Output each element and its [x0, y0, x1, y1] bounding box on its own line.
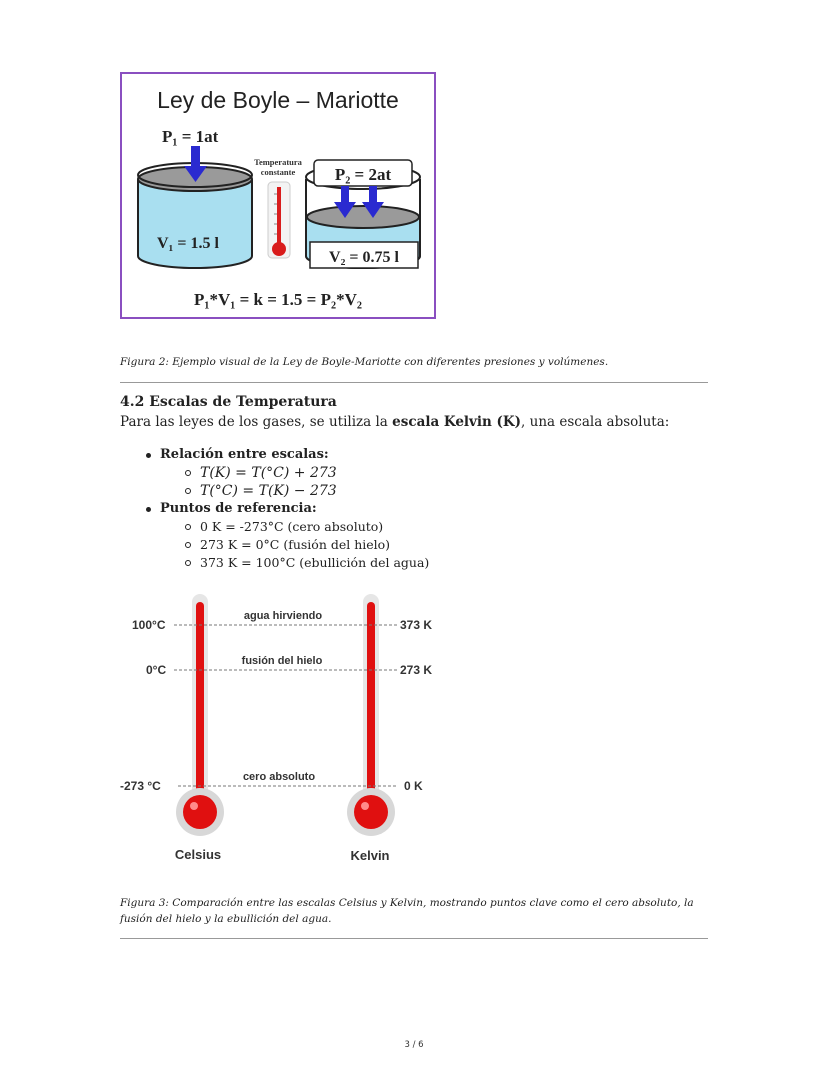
- kelvin-273: 273 K: [400, 663, 433, 677]
- formula-text: T(K) = T(°C) + 273: [200, 465, 337, 481]
- intro-text: Para las leyes de los gases, se utiliza la: [120, 414, 393, 430]
- formula-kelvin: [140, 464, 429, 482]
- celsius-thermometer-icon: [176, 594, 224, 836]
- celsius-title: Celsius: [174, 847, 222, 862]
- list-item: [140, 500, 429, 518]
- sub-list-item: [140, 536, 429, 554]
- celsius-100: 100°C: [132, 618, 166, 632]
- kelvin-0: 0 K: [404, 779, 423, 793]
- p1-label: P₁ = 1at: [162, 127, 219, 146]
- boyle-mariotte-diagram: [122, 74, 434, 317]
- celsius-kelvin-diagram: [118, 588, 440, 868]
- sub-item-text: 0 K = -273°C (cero absoluto): [200, 519, 384, 534]
- kelvin-373: 373 K: [400, 618, 433, 632]
- divider: [120, 382, 708, 383]
- list-item-label: Puntos de referencia:: [160, 501, 317, 516]
- page-number: 3 / 6: [404, 1040, 424, 1050]
- celsius-kelvin-figure: [118, 588, 440, 868]
- formula-celsius: [140, 482, 429, 500]
- sub-item-text: 273 K = 0°C (fusión del hielo): [200, 537, 391, 552]
- kelvin-title: Kelvin: [350, 848, 390, 863]
- sub-list-item: [140, 554, 429, 572]
- celsius-minus-273: -273 °C: [120, 779, 161, 793]
- v1-label: V₁ = 1.5 l: [157, 235, 219, 252]
- sub-list-item: [140, 518, 429, 536]
- celsius-0: 0°C: [146, 663, 167, 677]
- temp-label-2: constante: [260, 167, 296, 177]
- bullet-list: [140, 446, 429, 572]
- figure-3-caption: Figura 3: Comparación entre las escalas Celsius y Kelvin, mostrando puntos clave como el cero absoluto, la fusión del hielo y la ebullición del agua.: [120, 897, 694, 925]
- thermometer-icon: [268, 182, 290, 258]
- formula-text: T(°C) = T(K) − 273: [200, 483, 337, 499]
- list-item: [140, 446, 429, 464]
- absolute-zero-label: cero absoluto: [242, 771, 316, 783]
- boyle-mariotte-figure: [120, 72, 436, 319]
- intro-text-end: , una escala absoluta:: [521, 414, 670, 430]
- intro-bold: escala Kelvin (K): [392, 414, 522, 430]
- figure-title: Ley de Boyle – Mariotte: [157, 87, 399, 113]
- melting-label: fusión del hielo: [241, 655, 323, 667]
- v2-label: V₂ = 0.75 l: [329, 249, 399, 266]
- list-item-label: Relación entre escalas:: [160, 447, 329, 462]
- divider: [120, 938, 708, 939]
- figure-2-caption: Figura 2: Ejemplo visual de la Ley de Boyle-Mariotte con diferentes presiones y volúmenes.: [120, 356, 609, 368]
- temp-label-1: Temperatura: [254, 157, 302, 167]
- section-heading: 4.2 Escalas de Temperatura: [120, 394, 337, 410]
- section-intro: [120, 414, 669, 430]
- p2-label: P₂ = 2at: [334, 165, 392, 184]
- boiling-label: agua hirviendo: [243, 610, 323, 622]
- boyle-equation: P₁*V₁ = k = 1.5 = P₂*V₂: [194, 290, 362, 309]
- sub-item-text: 373 K = 100°C (ebullición del agua): [200, 555, 430, 570]
- kelvin-thermometer-icon: [347, 594, 395, 836]
